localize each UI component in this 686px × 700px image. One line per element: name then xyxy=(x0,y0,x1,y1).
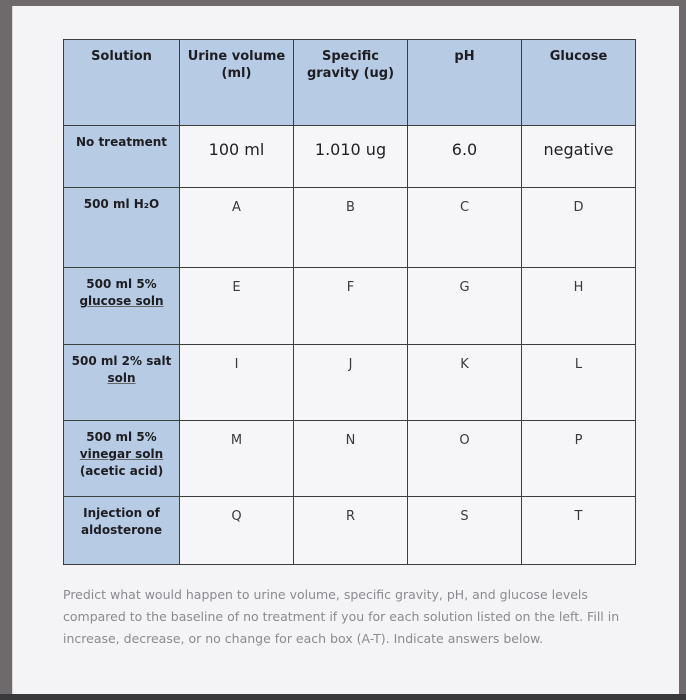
answer-cell-t: T xyxy=(522,497,636,565)
row-label: 500 ml 5% vinegar soln (acetic acid) xyxy=(64,421,180,497)
row-label: 500 ml 2% salt soln xyxy=(64,345,180,421)
row-label: 500 ml H₂O xyxy=(64,188,180,268)
header-solution: Solution xyxy=(64,40,180,126)
answer-cell-q: Q xyxy=(180,497,294,565)
table-row xyxy=(64,126,636,188)
prediction-table xyxy=(63,39,636,565)
header-urine-volume: Urine volume (ml) xyxy=(180,40,294,126)
table-row xyxy=(64,268,636,345)
answer-cell-i: I xyxy=(180,345,294,421)
answer-cell-f: F xyxy=(294,268,408,345)
answer-cell-o: O xyxy=(408,421,522,497)
table-cell: 100 ml xyxy=(180,126,294,188)
instructions-text: Predict what would happen to urine volume, specific gravity, pH, and glucose levels compared to the baseline of no treatment if you for each solution listed on the left. Fill in increase, decrease, or no change for each box (A-T). Indicate answers below. xyxy=(63,587,620,646)
table-row xyxy=(64,497,636,565)
table-cell: 6.0 xyxy=(408,126,522,188)
table-row xyxy=(64,345,636,421)
answer-cell-d: D xyxy=(522,188,636,268)
header-row xyxy=(64,40,636,126)
table-cell: 1.010 ug xyxy=(294,126,408,188)
row-label: Injection of aldosterone xyxy=(64,497,180,565)
answer-cell-m: M xyxy=(180,421,294,497)
answer-cell-s: S xyxy=(408,497,522,565)
header-specific-gravity: Specific gravity (ug) xyxy=(294,40,408,126)
answer-cell-n: N xyxy=(294,421,408,497)
table-cell: negative xyxy=(522,126,636,188)
header-ph: pH xyxy=(408,40,522,126)
answer-cell-j: J xyxy=(294,345,408,421)
table-row xyxy=(64,421,636,497)
answer-cell-k: K xyxy=(408,345,522,421)
answer-cell-l: L xyxy=(522,345,636,421)
worksheet-page xyxy=(12,6,679,696)
answer-cell-g: G xyxy=(408,268,522,345)
row-label: No treatment xyxy=(64,126,180,188)
answer-cell-r: R xyxy=(294,497,408,565)
answer-cell-h: H xyxy=(522,268,636,345)
answer-cell-b: B xyxy=(294,188,408,268)
table-row xyxy=(64,188,636,268)
answer-cell-c: C xyxy=(408,188,522,268)
answer-cell-e: E xyxy=(180,268,294,345)
row-label: 500 ml 5% glucose soln xyxy=(64,268,180,345)
bottom-edge xyxy=(0,694,686,700)
answer-cell-a: A xyxy=(180,188,294,268)
answer-cell-p: P xyxy=(522,421,636,497)
header-glucose: Glucose xyxy=(522,40,636,126)
